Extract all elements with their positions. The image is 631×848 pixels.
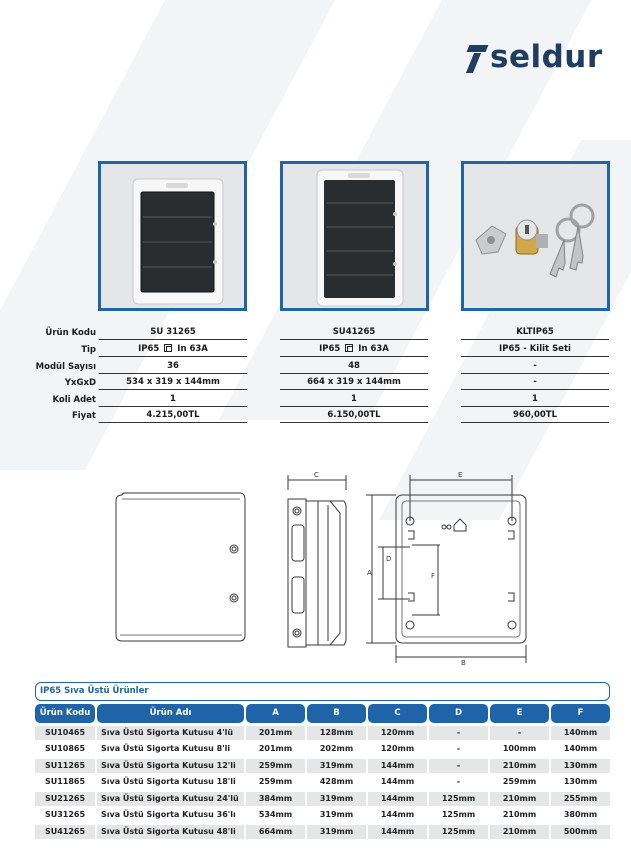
table-cell: 144mm [368,808,427,822]
table-cell: 428mm [307,775,366,789]
table-cell: 120mm [368,726,427,740]
dimension-label-e: E [458,471,463,479]
product-price: 960,00TL [461,409,609,423]
double-insulation-icon [345,344,353,352]
table-cell: SU10865 [35,742,95,756]
table-body [35,726,610,839]
dimension-label-f: F [431,572,436,580]
table-header-cell: Ürün Kodu [35,704,95,723]
spec-label-dimensions: YxGxD [64,378,96,388]
table-cell: 534mm [246,808,305,822]
table-cell: - [490,726,549,740]
table-cell: - [429,742,488,756]
table-cell: Sıva Üstü Sigorta Kutusu 12'li [97,759,244,773]
table-cell: 144mm [368,792,427,806]
product-image-su31265 [98,161,247,311]
table-cell: 380mm [551,808,610,822]
table-cell: 664mm [246,825,305,839]
product-table [35,704,610,839]
table-header-cell: B [307,704,366,723]
table-cell: 210mm [490,808,549,822]
table-cell: 144mm [368,825,427,839]
dimension-label-b: B [461,659,466,667]
table-cell: 259mm [246,775,305,789]
table-cell: 201mm [246,726,305,740]
seldur-logo-mark [466,44,488,72]
product-code: SU41265 [280,326,428,340]
product-pack-qty: 1 [280,393,428,407]
table-cell: 500mm [551,825,610,839]
product-tip [99,343,247,357]
table-cell: 210mm [490,759,549,773]
table-header-cell: A [246,704,305,723]
tip-current: In 63A [177,344,208,354]
product-tip: IP65 - Kilit Seti [461,343,609,357]
dimension-label-a: A [367,569,372,577]
table-cell: 130mm [551,775,610,789]
table-header-cell: D [429,704,488,723]
table-row [35,825,610,839]
table-cell: Sıva Üstü Sigorta Kutusu 36'lı [97,808,244,822]
product-tip [280,343,428,357]
table-cell: 140mm [551,726,610,740]
spec-label-code: Ürün Kodu [45,328,96,338]
table-cell: 255mm [551,792,610,806]
table-cell: 140mm [551,742,610,756]
table-cell: 120mm [368,742,427,756]
product-module-count: 48 [280,360,428,374]
seldur-logo-wordmark: seldur [490,39,603,75]
front-view [116,493,245,641]
table-cell: 259mm [490,775,549,789]
table-row [35,759,610,773]
spec-label-pack-qty: Koli Adet [52,395,96,405]
table-row [35,775,610,789]
table-cell: 319mm [307,759,366,773]
table-cell: SU11865 [35,775,95,789]
table-cell: Sıva Üstü Sigorta Kutusu 4'lü [97,726,244,740]
table-cell: 259mm [246,759,305,773]
table-cell: 202mm [307,742,366,756]
back-view [366,475,526,663]
table-header [35,704,610,723]
spec-label-tip: Tip [81,345,96,355]
product-dimensions: 534 x 319 x 144mm [99,376,247,390]
table-cell: 125mm [429,792,488,806]
product-module-count: - [461,360,609,374]
table-cell: Sıva Üstü Sigorta Kutusu 8'li [97,742,244,756]
table-row [35,742,610,756]
table-cell: 210mm [490,792,549,806]
table-cell: 384mm [246,792,305,806]
product-pack-qty: 1 [99,393,247,407]
product-dimensions: 664 x 319 x 144mm [280,376,428,390]
table-cell: SU41265 [35,825,95,839]
table-cell: 125mm [429,825,488,839]
table-cell: - [429,759,488,773]
product-code: SU 31265 [99,326,247,340]
table-cell: 210mm [490,825,549,839]
table-cell: Sıva Üstü Sigorta Kutusu 18'li [97,775,244,789]
double-insulation-icon [164,344,172,352]
product-price: 4.215,00TL [99,409,247,423]
table-cell: SU10465 [35,726,95,740]
product-price: 6.150,00TL [280,409,428,423]
table-cell: SU11265 [35,759,95,773]
table-cell: 128mm [307,726,366,740]
spec-label-price: Fiyat [71,411,96,421]
table-cell: 130mm [551,759,610,773]
side-view [288,475,346,647]
tip-current: In 63A [358,344,389,354]
table-cell: 100mm [490,742,549,756]
table-header-cell: E [490,704,549,723]
table-cell: - [429,775,488,789]
table-cell: SU21265 [35,792,95,806]
table-cell: SU31265 [35,808,95,822]
table-cell: 144mm [368,775,427,789]
table-cell: Sıva Üstü Sigorta Kutusu 24'lü [97,792,244,806]
table-cell: Sıva Üstü Sigorta Kutusu 48'li [97,825,244,839]
product-image-kltip65 [461,161,610,311]
table-cell: - [429,726,488,740]
table-cell: 201mm [246,742,305,756]
table-header-cell: C [368,704,427,723]
tip-ip-rating: IP65 [319,344,341,354]
table-cell: 144mm [368,759,427,773]
table-cell: 319mm [307,825,366,839]
table-row [35,726,610,740]
dimension-label-c: C [314,471,319,479]
table-header-cell: F [551,704,610,723]
table-cell: 319mm [307,792,366,806]
table-cell: 125mm [429,808,488,822]
section-title: IP65 Sıva Üstü Ürünler [35,682,610,701]
product-pack-qty: 1 [461,393,609,407]
table-row [35,792,610,806]
product-image-su41265 [280,161,429,311]
product-code: KLTIP65 [461,326,609,340]
dimension-label-d: D [386,555,392,563]
technical-drawing [100,465,540,670]
product-dimensions: - [461,376,609,390]
product-module-count: 36 [99,360,247,374]
tip-ip-rating: IP65 [138,344,160,354]
spec-label-module-count: Modül Sayısı [35,362,96,372]
table-cell: 319mm [307,808,366,822]
seldur-logo [466,39,603,75]
table-header-cell: Ürün Adı [97,704,244,723]
table-row [35,808,610,822]
